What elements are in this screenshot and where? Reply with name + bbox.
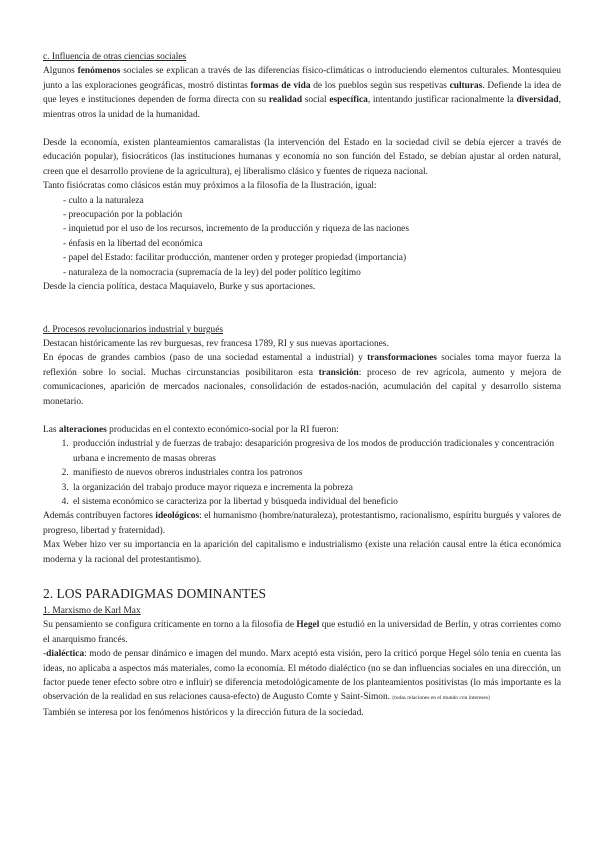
document-page — [43, 50, 561, 720]
list-item: - culto a la naturaleza — [63, 194, 561, 208]
section-c-list — [43, 194, 561, 280]
list-item: 2. manifiesto de nuevos obreros industriales contra los patronos — [71, 466, 561, 480]
section-c-paragraph-3: Tanto fisiócratas como clásicos están muy próximos a la filosofía de la Ilustración, igual: — [43, 181, 377, 192]
section-d-paragraph-2: En épocas de grandes cambios (paso de una sociedad estamental a industrial) y transformaciones sociales toma mayor fuerza la reflexión sobre lo social. Muchas circunstancias posibilitaron esta transición: proceso de rev agrícola, aumento y mejora de comunicaciones, aparición de mercados nacionales, consolidación de estados-nación, acumulación del capital y desarrollo sistema monetario. — [43, 353, 561, 407]
list-item: 4. el sistema económico se caracteriza por la libertad y búsqueda individual del beneficio — [71, 495, 561, 509]
list-item: - preocupación por la población — [63, 208, 561, 222]
list-item: - énfasis en la libertad del económica — [63, 237, 561, 251]
section-d-list — [43, 437, 561, 509]
section-d-paragraph-4: Además contribuyen factores ideológicos: el humanismo (hombre/naturaleza), protestantismo, racionalismo, espíritu burgués y valores de progreso, libertad y fraternidad). — [43, 511, 562, 536]
footnote-note: (todas relaciones en el mundo con intereses) — [392, 695, 490, 702]
section-2-paragraph-1: Su pensamiento se configura críticamente en torno a la filosofía de Hegel que estudió en la universidad de Berlín, y otras corrientes como el anarquismo francés. — [43, 620, 561, 645]
section-2-heading: 2. LOS PARADIGMAS DOMINANTES — [43, 586, 267, 601]
list-item: - papel del Estado: facilitar producción, mantener orden y proteger propiedad (importancia) — [63, 251, 561, 265]
section-d-paragraph-1: Destacan históricamente las rev burguesas, rev francesa 1789, RI y sus nuevas aportaciones. — [43, 338, 389, 349]
section-2-subtitle: 1. Marxismo de Karl Max — [43, 606, 141, 616]
section-d-paragraph-5: Max Weber hizo ver su importancia en la aparición del capitalismo e industrialismo (existe una relación causal entre la ética económica moderna y la racional del protestantismo). — [43, 540, 561, 565]
section-c-paragraph-2: Desde la economía, existen planteamientos camaralistas (la intervención del Estado en la sociedad civil se debía ejercer a través de educación popular), fisiocráticos (las instituciones humanas y economía no son función del Estado, se debían ajustar al orden natural, creen que el desarrollo proviene de la agricultura), ej liberalismo clásico y fuentes de riqueza nacional. — [43, 138, 561, 177]
section-2-paragraph-3: También se interesa por los fenómenos históricos y la dirección futura de la sociedad. — [43, 707, 364, 718]
list-item: - inquietud por el uso de los recursos, incremento de la producción y riqueza de las naciones — [63, 222, 561, 236]
section-d-paragraph-3: Las alteraciones producidas en el contexto económico-social por la RI fueron: — [43, 424, 339, 435]
section-d-title: d. Procesos revolucionarios industrial y burgués — [43, 324, 224, 335]
section-c-paragraph-1: Algunos fenómenos sociales se explican a través de las diferencias físico-climáticas o introduciendo elementos culturales. Montesquieu junto a las exploraciones geográficas, mostró distintas formas de vida de los pueblos según sus respetivas culturas. Defiende la idea de que leyes e instituciones dependen de forma directa con su realidad social específica, intentando justificar racionalmente la diversidad, mientras otros la unidad de la humanidad. — [43, 66, 562, 120]
section-2-paragraph-2: -dialéctica: modo de pensar dinámico e imagen del mundo. Marx aceptó esta visión, pero la criticó porque Hegel sólo tenía en cuenta las ideas, no aplicaba a aspectos más materiales, como la economía. El método dialéctico (no se dan influencias sociales en una dirección, un factor puede tener efecto sobre otro e influir) se diferencia metodológicamente de los planteamientos positivistas (lo más importante es la observación de la realidad en sus relaciones causa-efecto) de Augusto Comte y Saint-Simon. (todas relaciones en el mundo con intereses) — [43, 649, 561, 703]
list-item: - naturaleza de la nomocracia (supremacía de la ley) del poder político legítimo — [63, 266, 561, 280]
list-item: 3. la organización del trabajo produce mayor riqueza e incrementa la pobreza — [71, 481, 561, 495]
section-c-title: c. Influencia de otras ciencias sociales — [43, 52, 187, 62]
section-c-paragraph-4: Desde la ciencia política, destaca Maquiavelo, Burke y sus aportaciones. — [43, 282, 316, 293]
list-item: 1. producción industrial y de fuerzas de trabajo: desaparición progresiva de los modos de producción tradicionales y concentración urbana e incremento de masas obreras — [71, 437, 561, 466]
